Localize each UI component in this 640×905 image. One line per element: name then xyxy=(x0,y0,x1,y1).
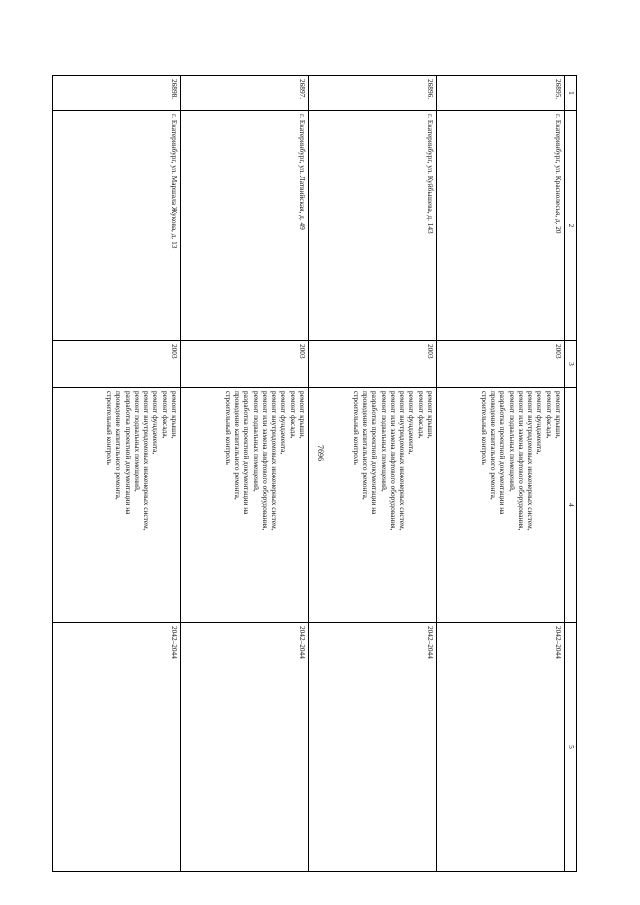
address-cell: г. Екатеринбург, ул. Маршала Жукова, д. 13 xyxy=(53,111,181,341)
work-item: ремонт крыши, xyxy=(170,391,179,439)
year-cell: 2003 xyxy=(181,341,309,388)
col-header-2: 2 xyxy=(565,111,577,341)
table-row xyxy=(181,76,309,872)
table-body xyxy=(53,76,565,872)
work-item: ремонт фундамента, xyxy=(151,391,161,455)
work-item: строительный контроль xyxy=(223,391,233,465)
work-item: строительный контроль xyxy=(351,391,361,465)
work-item: проведение капитального ремонта, xyxy=(114,391,124,500)
works-cell xyxy=(309,388,437,623)
work-item: ремонт фундамента, xyxy=(279,391,289,455)
col-header-1: 1 xyxy=(565,76,577,111)
work-item: проведение капитального ремонта, xyxy=(488,391,498,500)
period-cell: 2042–2044 xyxy=(181,623,309,872)
repair-schedule-table xyxy=(52,75,577,872)
work-item: ремонт внутридомовых инженерных систем, xyxy=(270,391,280,531)
work-item: ремонт внутридомовых инженерных систем, xyxy=(142,391,152,531)
col-header-5: 5 xyxy=(565,623,577,872)
header-row xyxy=(565,76,577,872)
col-header-3: 3 xyxy=(565,341,577,388)
work-item: строительный контроль xyxy=(104,391,114,465)
work-item: ремонт крыши, xyxy=(554,391,563,439)
work-item: разработка проектной документации на xyxy=(242,391,252,515)
work-item: разработка проектной документации на xyxy=(123,391,133,515)
address-cell: г. Екатеринбург, ул. Краснолесья, д. 20 xyxy=(437,111,565,341)
work-item: проведение капитального ремонта, xyxy=(360,391,370,500)
work-item: ремонт фундамента, xyxy=(535,391,545,455)
year-cell: 2003 xyxy=(309,341,437,388)
work-item: ремонт внутридомовых инженерных систем, xyxy=(526,391,536,531)
works-cell xyxy=(437,388,565,623)
work-item: ремонт крыши, xyxy=(298,391,307,439)
page-number: 7696 xyxy=(316,445,325,461)
work-item: ремонт фасада, xyxy=(160,391,170,439)
table-row xyxy=(309,76,437,872)
period-cell: 2042–2044 xyxy=(53,623,181,872)
work-item: ремонт фундамента, xyxy=(407,391,417,455)
col-header-4: 4 xyxy=(565,388,577,623)
work-item: ремонт или замена лифтового оборудования, xyxy=(260,391,270,531)
address-cell: г. Екатеринбург, ул. Куйбышева, д. 143 xyxy=(309,111,437,341)
table-row xyxy=(53,76,181,872)
work-item: разработка проектной документации на xyxy=(370,391,380,515)
period-cell: 2042–2044 xyxy=(309,623,437,872)
row-number-cell: 26895. xyxy=(437,76,565,111)
work-item: проведение капитального ремонта, xyxy=(232,391,242,500)
year-cell: 2003 xyxy=(437,341,565,388)
work-item: ремонт подвальных помещений, xyxy=(132,391,142,492)
year-cell: 2003 xyxy=(53,341,181,388)
work-item: ремонт фасада, xyxy=(544,391,554,439)
work-item: ремонт крыши, xyxy=(426,391,435,439)
work-item: ремонт подвальных помещений, xyxy=(507,391,517,492)
work-item: ремонт фасада, xyxy=(288,391,298,439)
row-number-cell: 26898. xyxy=(53,76,181,111)
work-item: ремонт подвальных помещений, xyxy=(379,391,389,492)
rotated-table-container xyxy=(75,75,577,846)
work-item: ремонт подвальных помещений, xyxy=(251,391,261,492)
work-item: ремонт или замена лифтового оборудования, xyxy=(516,391,526,531)
work-item: строительный контроль xyxy=(479,391,489,465)
work-item: ремонт или замена лифтового оборудования, xyxy=(388,391,398,531)
table-row xyxy=(437,76,565,872)
work-item: разработка проектной документации на xyxy=(498,391,508,515)
works-cell xyxy=(53,388,181,623)
period-cell: 2042–2044 xyxy=(437,623,565,872)
row-number-cell: 26897. xyxy=(181,76,309,111)
address-cell: г. Екатеринбург, ул. Латвийская, д. 49 xyxy=(181,111,309,341)
work-item: ремонт фасада, xyxy=(416,391,426,439)
work-item: ремонт внутридомовых инженерных систем, xyxy=(398,391,408,531)
row-number-cell: 26896. xyxy=(309,76,437,111)
works-cell xyxy=(181,388,309,623)
